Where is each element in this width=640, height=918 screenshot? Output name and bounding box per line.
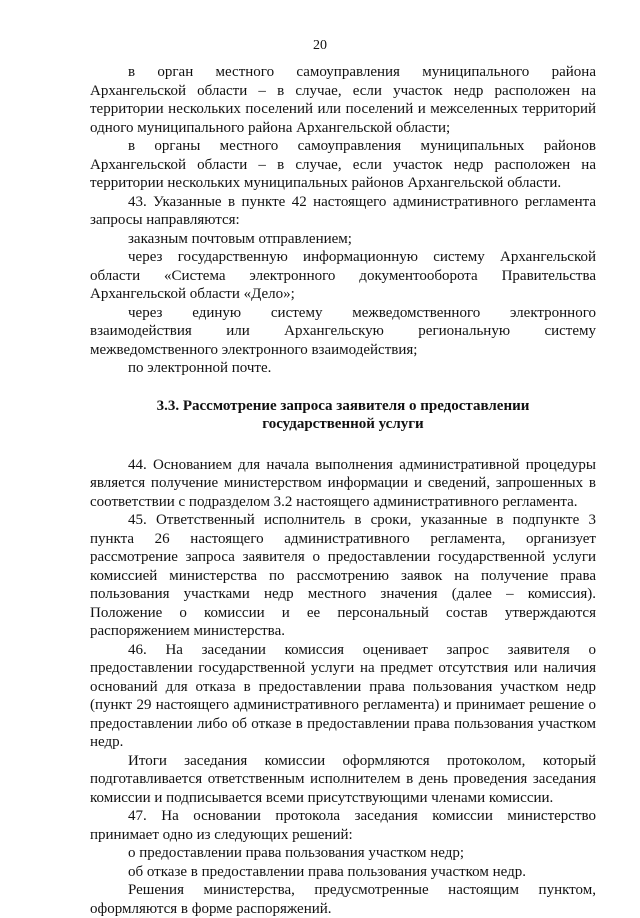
paragraph: Решения министерства, предусмотренные настоящим пунктом, оформляются в форме распоряжений. — [90, 882, 596, 917]
page-number: 20 — [313, 38, 327, 53]
paragraph: 43. Указанные в пункте 42 настоящего административного регламента запросы направляются: — [90, 193, 596, 228]
paragraph: Итоги заседания комиссии оформляются протоколом, который подготавливается ответственным исполнителем в день проведения заседания комиссии и подписывается всеми присутствующими членами комиссии. — [90, 752, 596, 806]
paragraph: 44. Основанием для начала выполнения административной процедуры является получение министерством информации и сведений, запрошенных в соответствии с подразделом 3.2 настоящего административного регламента. — [90, 456, 596, 510]
paragraph: 45. Ответственный исполнитель в сроки, указанные в подпункте 3 пункта 26 настоящего административного регламента, организует рассмотрение запроса заявителя о предоставлении государственной услуги комиссией министерства по рассмотрению заявок на получение права пользования участками недр местного значения (далее – комиссия). Положение о комиссии и ее персональный состав утверждаются распоряжением министерства. — [90, 512, 596, 639]
paragraph: по электронной почте. — [128, 360, 272, 376]
document-body — [90, 63, 596, 918]
paragraph: об отказе в предоставлении права пользования участком недр. — [128, 863, 527, 880]
paragraph: о предоставлении права пользования участком недр; — [128, 845, 465, 861]
paragraph: заказным почтовым отправлением; — [128, 230, 352, 247]
section-heading-line: государственной услуги — [262, 416, 424, 432]
section-heading — [90, 397, 596, 434]
section-heading-line: 3.3. Рассмотрение запроса заявителя о предоставлении — [156, 397, 530, 414]
paragraph: в орган местного самоуправления муниципального района Архангельской области – в случае, если участок недр расположен на территории нескольких поселений или поселений и межселенных территорий одного муниципального района Архангельской области; — [90, 64, 596, 136]
paragraph: 46. На заседании комиссия оценивает запрос заявителя о предоставлении государственной услуги на предмет отсутствия или наличия оснований для отказа в предоставлении права пользования участком недр (пункт 29 настоящего административного регламента) и принимает решение о предоставлении либо об отказе в предоставлении права пользования участком недр. — [90, 641, 596, 750]
paragraph: в органы местного самоуправления муниципальных районов Архангельской области – в случае, если участок недр расположен на территории нескольких муниципальных районов Архангельской области. — [90, 138, 596, 191]
paragraph: через государственную информационную систему Архангельской области «Система электронного документооборота Правительства Архангельской области «Дело»; — [90, 249, 596, 302]
paragraph: 47. На основании протокола заседания комиссии министерство принимает одно из следующих решений: — [90, 808, 596, 843]
paragraph: через единую систему межведомственного электронного взаимодействия или Архангельскую региональную систему межведомственного электронного взаимодействия; — [90, 304, 596, 358]
